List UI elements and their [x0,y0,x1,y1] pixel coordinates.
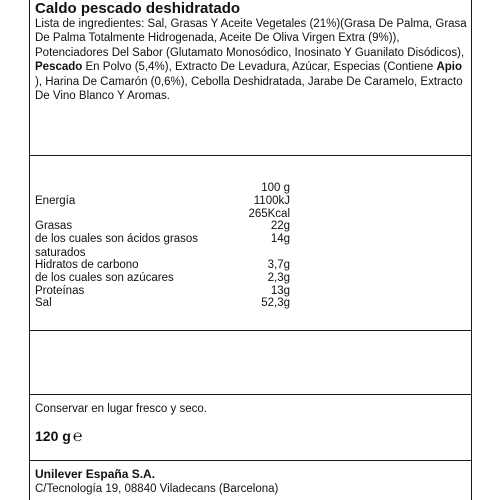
allergen-pescado: Pescado [35,61,83,74]
ingredients-text-3: ), Harina De Camarón (0,6%), Cebolla Deshidratada, Jarabe De Caramelo, Extracto De Vino Blanco Y Aromas. [35,75,463,103]
nutrition-row-energy-kcal: 265Kcal [248,208,290,220]
nutrition-row-protein: Proteínas 13g [35,285,290,297]
net-weight-value: 120 g [35,428,71,444]
estimated-sign-icon: ℮ [72,428,83,445]
nutrition-per: 100 g [261,182,290,194]
nutrition-row-sugars: de los cuales son azúcares 2,3g [35,272,290,284]
storage-instructions: Conservar en lugar fresco y seco. [35,403,207,415]
ingredients-text-2: En Polvo (5,4%), Extracto De Levadura, Azúcar, Especias (Contiene [82,61,437,74]
nutrition-header [35,181,290,195]
divider-1 [29,155,472,156]
net-weight [35,428,82,446]
nutrition-row-fat: Grasas 22g [35,220,290,232]
divider-2 [29,330,472,331]
company-address: C/Tecnología 19, 08840 Viladecans (Barcelona) [35,483,279,495]
allergen-apio: Apio [436,61,462,74]
product-title: Caldo pescado deshidratado [35,0,241,17]
nutrition-row-salt: Sal 52,3g [35,297,290,309]
divider-4 [29,460,472,461]
nutrition-row-saturated: de los cuales son ácidos grasos saturados 14g [35,233,290,259]
ingredients-list [35,17,467,103]
divider-3 [29,394,472,395]
nutrition-row-carbs: Hidratos de carbono 3,7g [35,259,290,271]
company-name: Unilever España S.A. [35,467,156,481]
ingredients-text-1: Lista de ingredientes: Sal, Grasas Y Aceite Vegetales (21%)(Grasa De Palma, Grasa De Palma Totalmente Hidrogenada, Aceite De Oliva Virgen Extra (9%)), Potenciadores Del Sabor (Glutamato Monosódico, Inosinato Y Guanilato Disódicos), [35,18,467,59]
nutrition-row-energy-kj: Energía 1100kJ [35,195,290,207]
